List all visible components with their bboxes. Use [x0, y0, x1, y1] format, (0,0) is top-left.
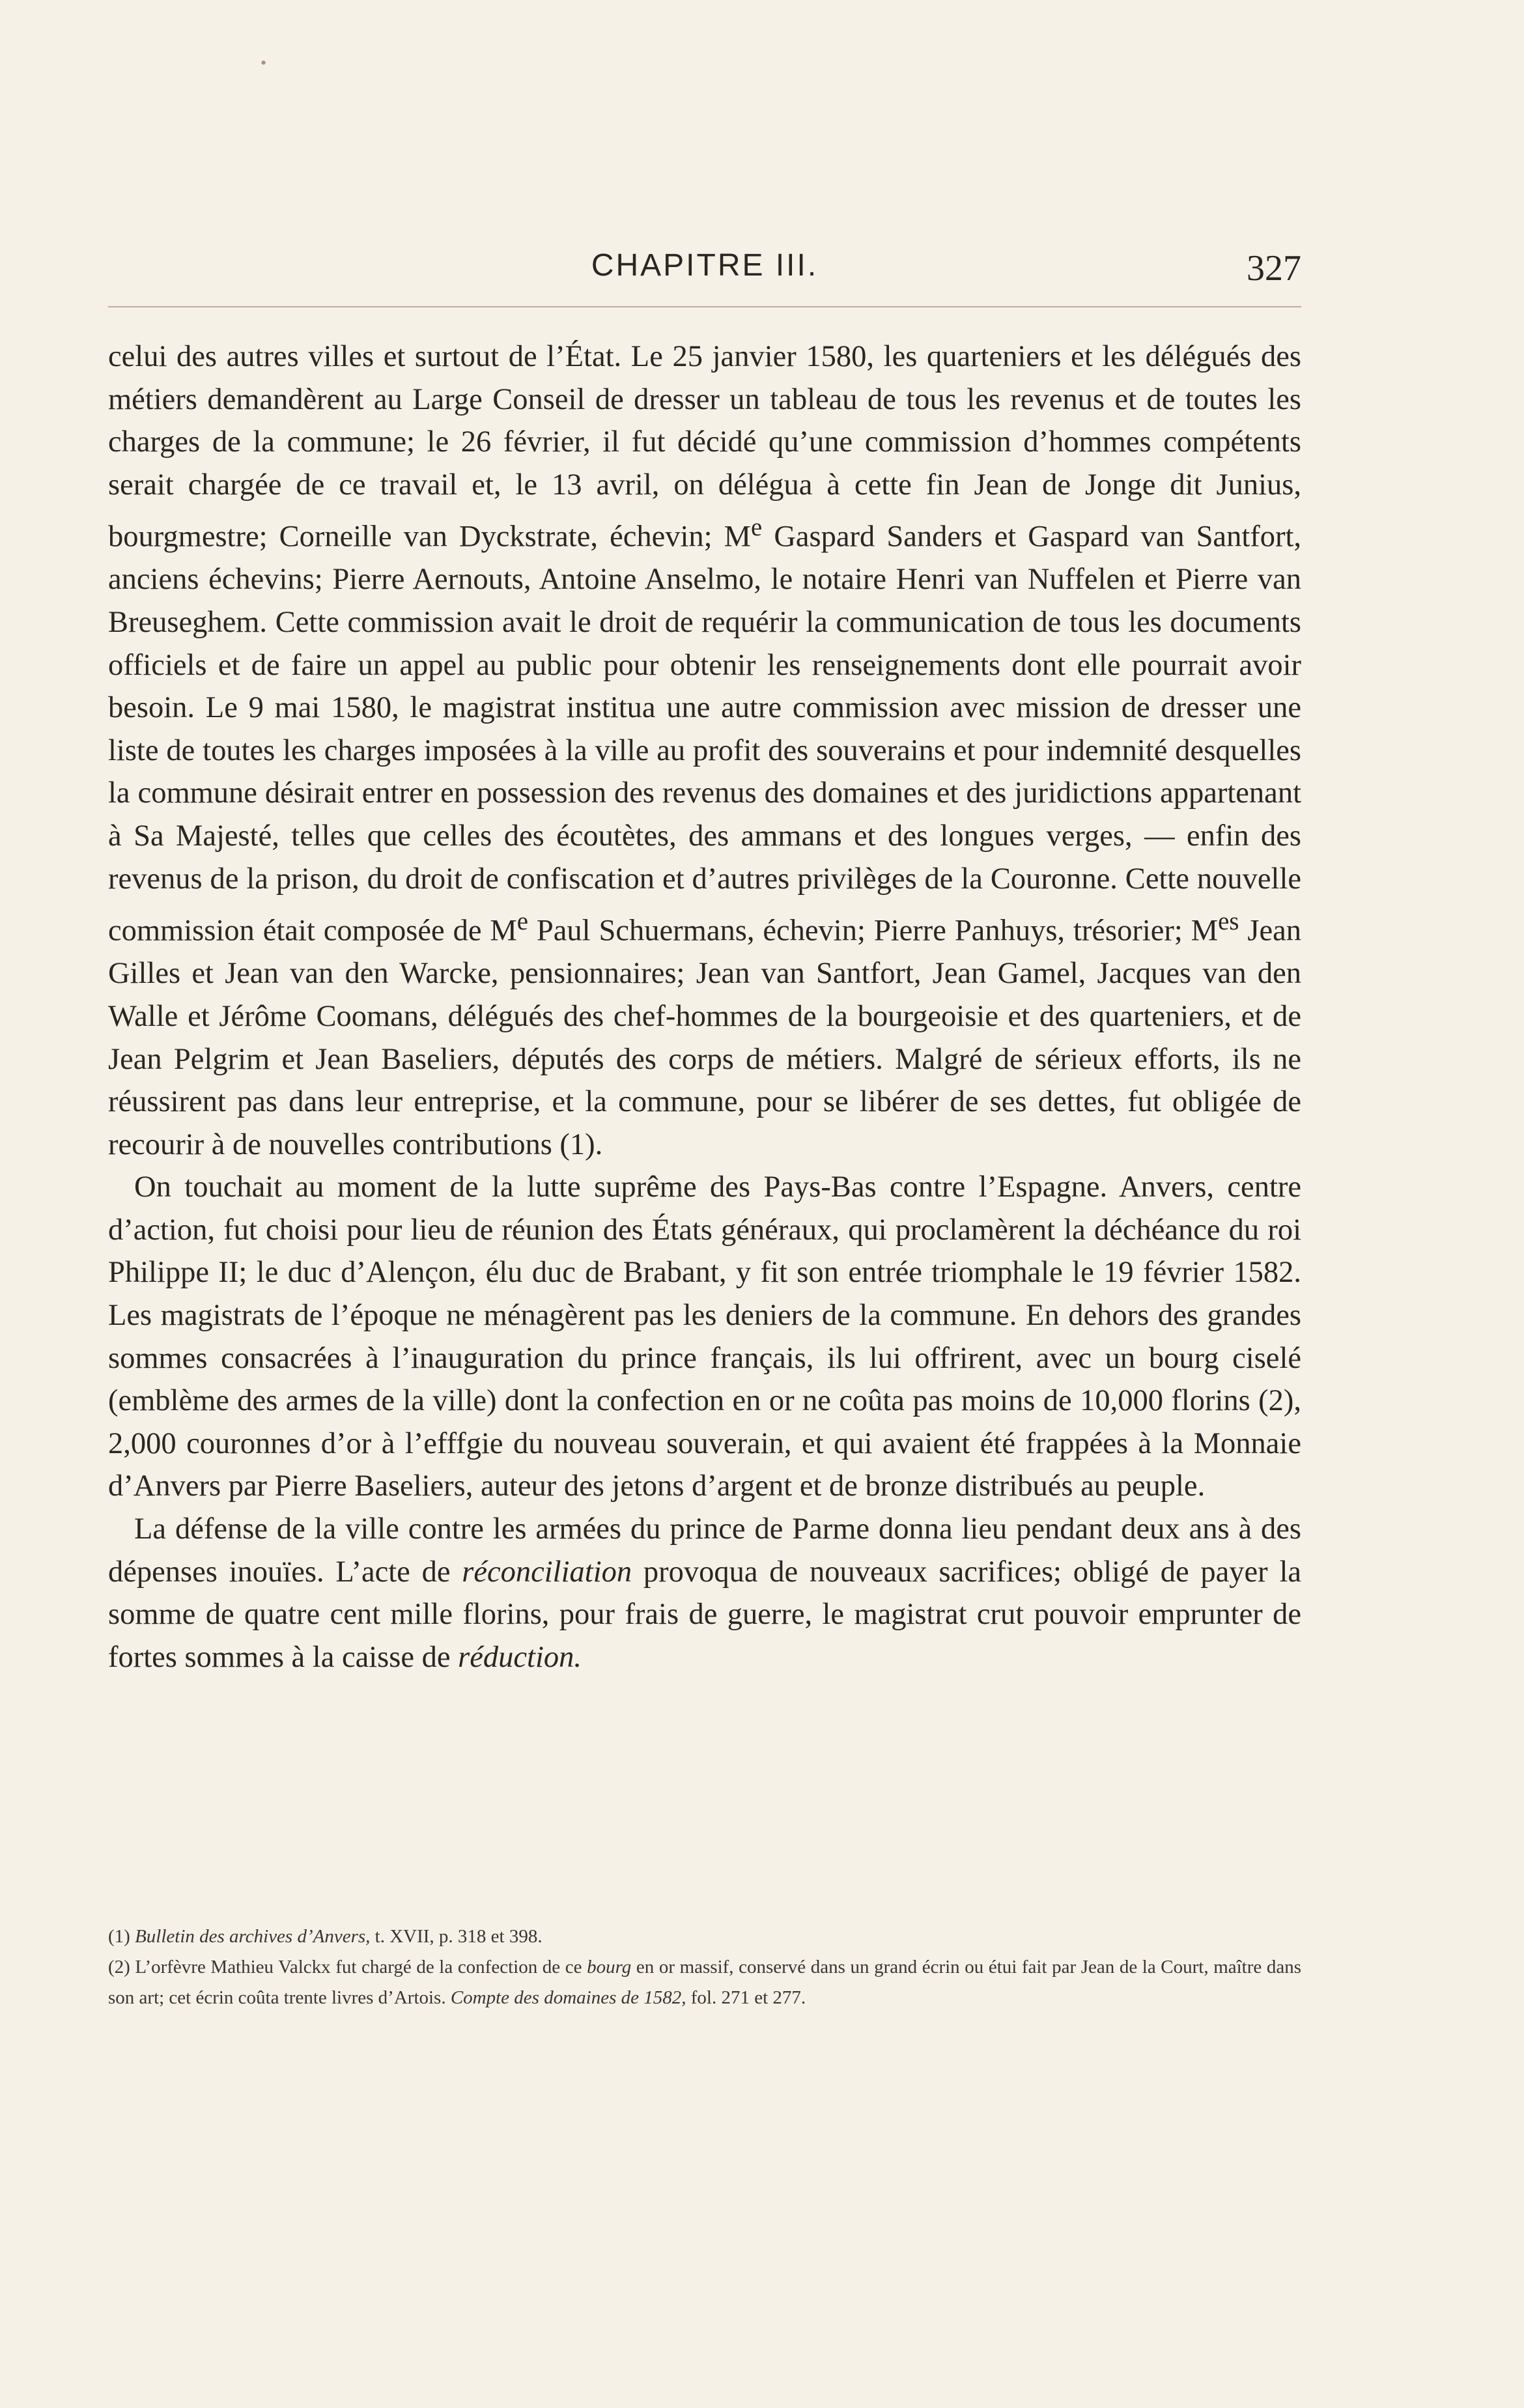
text-run: Gaspard Sanders et Gaspard van Santfort, anciens échevins; Pierre Aernouts, Antoine Anselmo, le notaire Henri van Nuffelen et Pierre van Breuseghem. Cette commission avait le droit de requérir la communication de tous les documents officiels et de faire un appel au public pour obtenir les renseignements dont elle pourrait avoir besoin. Le 9 mai 1580, le magistrat institua une autre commission avec mission de dresser une liste de toutes les charges imposées à la ville au profit des souverains et pour indemnité desquelles la commune désirait entrer en possession des revenus des domaines et des juridictions appartenant à Sa Majesté, telles que celles des écoutètes, des ammans et des longues verges, — enfin des revenus de la prison, du droit de confiscation et d’autres privilèges de la Couronne. Cette nouvelle commission était composée de M — [108, 520, 1302, 948]
body-text — [108, 335, 1301, 1679]
superscript: e — [751, 513, 763, 542]
text-run: (2) L’orfèvre Mathieu Valckx fut chargé de la confection de ce — [108, 1957, 587, 1977]
text-run: provoqua de nouveaux sacrifices; obligé de payer la somme de quatre cent mille florins, pour frais de guerre, le magistrat crut pouvoir emprunter de fortes sommes à la caisse de — [108, 1555, 1301, 1674]
running-title: CHAPITRE III. — [591, 248, 819, 283]
italic-text: Bulletin des archives d’Anvers, — [135, 1926, 371, 1947]
superscript: es — [1218, 907, 1239, 936]
paragraph — [108, 1508, 1301, 1679]
text-run: (1) — [108, 1926, 135, 1947]
footnotes — [108, 1921, 1301, 2013]
footnote — [108, 1952, 1301, 2013]
header-rule — [108, 306, 1301, 307]
text-run: La défense de la ville contre les armées du prince de Parme donna lieu pendant deux ans à des dépenses inouïes. L’acte de — [108, 1512, 1301, 1589]
running-header — [108, 248, 1301, 293]
text-run: Paul Schuermans, échevin; Pierre Panhuys, trésorier; M — [528, 914, 1219, 948]
text-run: fol. 271 et 277. — [686, 1987, 806, 2008]
printer-mark: • — [261, 53, 267, 72]
text-run: Jean Gilles et Jean van den Warcke, pensionnaires; Jean van Santfort, Jean Gamel, Jacques van den Walle et Jérôme Coomans, délégués des chef-hommes de la bourgeoisie et des quarteniers, et de Jean Pelgrim et Jean Baseliers, députés des corps de métiers. Malgré de sérieux efforts, ils ne réussirent pas dans leur entreprise, et la commune, pour se libérer de ses dettes, fut obligée de recourir à de nouvelles contributions (1). — [108, 914, 1301, 1161]
italic-text: réduction. — [458, 1640, 582, 1674]
text-run: On touchait au moment de la lutte suprême des Pays-Bas contre l’Espagne. Anvers, centre d’action, fut choisi pour lieu de réunion des États généraux, qui proclamèrent la déchéance du roi Philippe II; le duc d’Alençon, élu duc de Brabant, y fit son entrée triomphale le 19 février 1582. Les magistrats de l’époque ne ménagèrent pas les deniers de la commune. En dehors des grandes sommes consacrées à l’inauguration du prince français, ils lui offrirent, avec un bourg ciselé (emblème des armes de la ville) dont la confection en or ne coûta pas moins de 10,000 florins (2), 2,000 couronnes d’or à l’efffgie du nouveau souverain, et qui avaient été frappées à la Monnaie d’Anvers par Pierre Baseliers, auteur des jetons d’argent et de bronze distribués au peuple. — [108, 1170, 1301, 1503]
italic-text: réconciliation — [462, 1555, 632, 1589]
superscript: e — [516, 907, 528, 936]
footnote — [108, 1921, 1301, 1952]
italic-text: Compte des domaines de 1582, — [450, 1987, 686, 2008]
text-run: en or massif, conservé dans un grand écrin ou étui fait par Jean de la Court, maître dans son art; cet écrin coûta trente livres d’Artois. — [108, 1957, 1302, 2008]
text-run: celui des autres villes et surtout de l’État. Le 25 janvier 1580, les quarteniers et les délégués des métiers demandèrent au Large Conseil de dresser un tableau de tous les revenus et de toutes les charges de la commune; le 26 février, il fut décidé qu’une commission d’hommes compétents serait chargée de ce travail et, le 13 avril, on délégua à cette fin Jean de Jonge dit Junius, bourgmestre; Corneille van Dyckstrate, échevin; M — [108, 340, 1301, 554]
paragraph — [108, 335, 1301, 1166]
text-run: t. XVII, p. 318 et 398. — [370, 1926, 543, 1947]
paragraph — [108, 1166, 1301, 1508]
page-number: 327 — [1247, 248, 1301, 289]
italic-text: bourg — [587, 1957, 632, 1977]
